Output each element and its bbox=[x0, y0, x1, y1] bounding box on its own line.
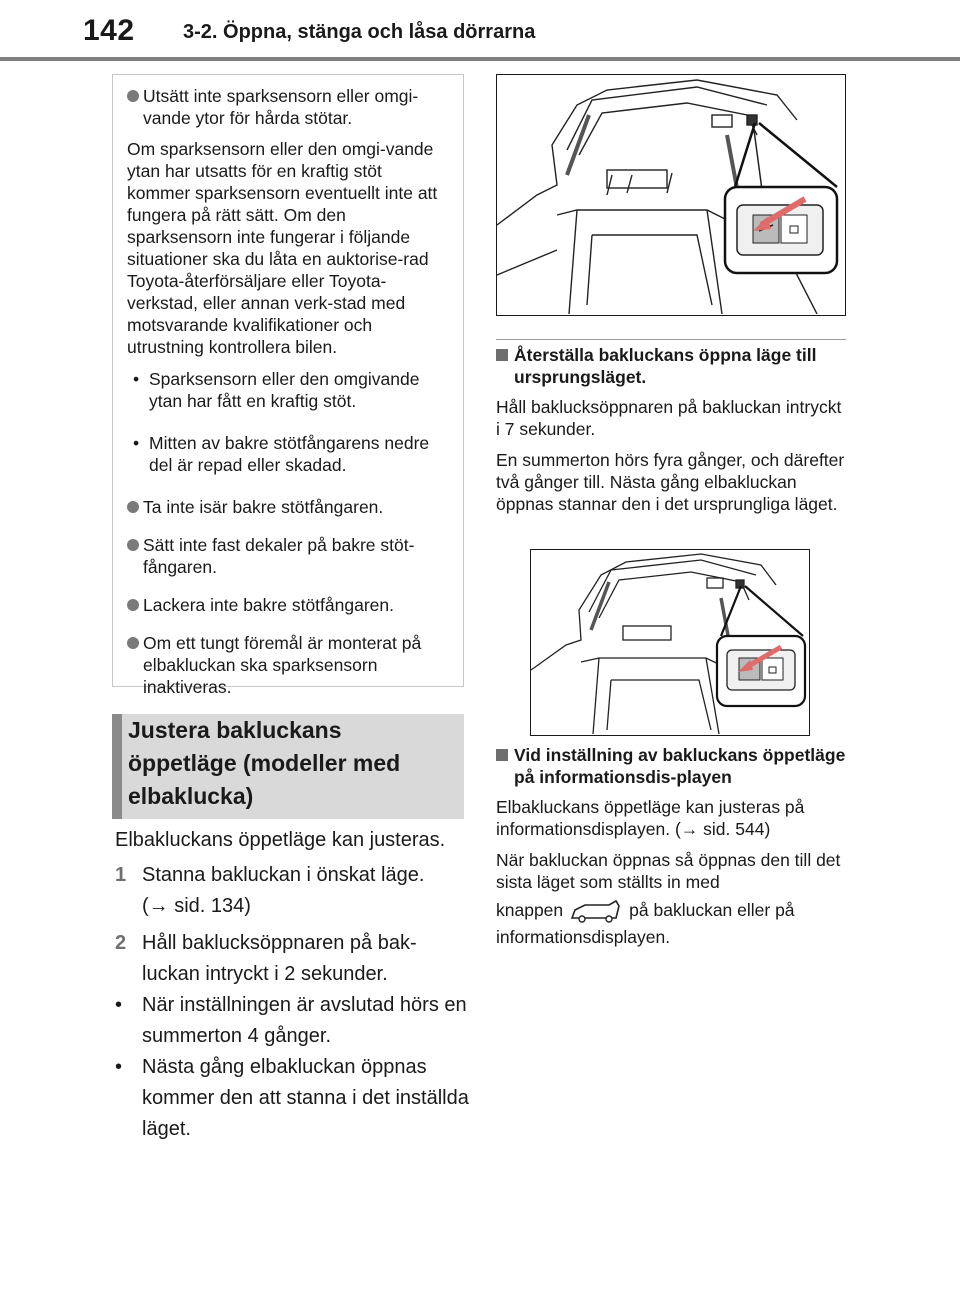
note-bullet-text: Om ett tungt föremål är monterat på elbakluckan ska sparksensorn inaktiveras. bbox=[143, 633, 422, 697]
list-item-text: När inställningen är avslutad hörs en summerton 4 gånger. bbox=[142, 994, 467, 1047]
section-title: 3-2. Öppna, stänga och låsa dörrarna bbox=[183, 21, 536, 43]
step-text: Stanna bakluckan i önskat läge. bbox=[142, 864, 425, 886]
note-bullet bbox=[127, 85, 449, 129]
square-marker-icon bbox=[496, 749, 508, 761]
step-item bbox=[115, 928, 470, 990]
note-dash-item: • Sparksensorn eller den omgivande ytan har fått en kraftig stöt. bbox=[127, 368, 449, 412]
tailgate-open-drawing-small bbox=[531, 550, 808, 734]
intro-text: Elbakluckans öppetläge kan justeras. bbox=[115, 829, 446, 851]
circle-bullet-icon bbox=[127, 539, 139, 551]
left-column bbox=[112, 74, 464, 697]
circle-bullet-icon bbox=[127, 90, 139, 102]
reset-section bbox=[496, 344, 846, 524]
note-dash-text: Sparksensorn eller den omgivande ytan har fått en kraftig stöt. bbox=[149, 369, 420, 411]
note-dash-text: Mitten av bakre stötfångarens nedre del är repad eller skadad. bbox=[149, 433, 430, 475]
panel-accent-bar bbox=[112, 714, 122, 819]
header-rule bbox=[0, 57, 960, 61]
subheading bbox=[496, 344, 846, 388]
page-header bbox=[0, 0, 960, 62]
zoom-callout bbox=[725, 123, 837, 273]
tailgate-open-drawing bbox=[497, 75, 844, 314]
caution-note-box bbox=[112, 74, 464, 697]
paragraph: När bakluckan öppnas så öppnas den till det sista läget som ställts in med bbox=[496, 850, 841, 892]
step-item bbox=[115, 860, 470, 922]
note-bullet-text: Ta inte isär bakre stötfångaren. bbox=[143, 497, 384, 517]
page-reference-link[interactable]: (→ sid. 134) bbox=[142, 895, 251, 917]
subheading-text: Återställa bakluckans öppna läge till ursprungsläget. bbox=[514, 345, 817, 387]
circle-bullet-icon bbox=[127, 501, 139, 513]
note-bullet-text: Lackera inte bakre stötfångaren. bbox=[143, 595, 394, 615]
note-paragraph: Om sparksensorn eller den omgi-vande ytan har utsatts för en kraftig stöt kommer sparksensorn eventuellt inte att fungera på rätt sätt. Om den sparksensorn inte fungerar i följande situationer ska du låta en auktorise-rad Toyota-återförsäljare eller Toyota-verkstad, eller annan verk-stad med motsvarande kvalifikationer och utrustning kontrollera bilen. bbox=[127, 139, 438, 357]
note-bullet-text: Sätt inte fast dekaler på bakre stöt-fångaren. bbox=[143, 535, 415, 577]
display-setting-section bbox=[496, 744, 846, 959]
note-bullet bbox=[127, 496, 449, 518]
list-item: • När inställningen är avslutad hörs en summerton 4 gånger. bbox=[115, 990, 470, 1052]
subheading bbox=[496, 744, 846, 788]
page-number: 142 bbox=[83, 14, 135, 47]
step-number: 2 bbox=[115, 932, 127, 954]
step-number: 1 bbox=[115, 864, 127, 886]
car-tailgate-icon bbox=[569, 898, 623, 924]
paragraph-with-icon: knappen på bakluckan eller på informationsdisplayen. bbox=[496, 900, 795, 948]
paragraph: Håll baklucksöppnaren på bakluckan intryckt i 7 sekunder. bbox=[496, 397, 842, 439]
circle-bullet-icon bbox=[127, 599, 139, 611]
subsection-heading-panel bbox=[112, 714, 464, 819]
subheading-text: Vid inställning av bakluckans öppetläge på informationsdis-playen bbox=[514, 745, 846, 787]
zoom-callout bbox=[717, 586, 805, 706]
step-text: Håll baklucksöppnaren på bak-luckan intryckt i 2 sekunder. bbox=[142, 932, 417, 985]
section-divider bbox=[496, 339, 846, 340]
paragraph: En summerton hörs fyra gånger, och därefter två gånger till. Nästa gång elbakluckan öppnas stannar den i det ursprungliga läget. bbox=[496, 450, 845, 514]
left-body-text bbox=[115, 825, 470, 1145]
square-marker-icon bbox=[496, 349, 508, 361]
note-bullet bbox=[127, 632, 449, 698]
tailgate-illustration-2 bbox=[530, 549, 810, 736]
circle-bullet-icon bbox=[127, 637, 139, 649]
paragraph: Elbakluckans öppetläge kan justeras på informationsdisplayen. (→ sid. 544) bbox=[496, 797, 805, 839]
note-bullet-text: Utsätt inte sparksensorn eller omgi-vande ytor för hårda stötar. bbox=[143, 86, 419, 128]
list-item: • Nästa gång elbakluckan öppnas kommer den att stanna i det inställda läget. bbox=[115, 1052, 470, 1145]
note-bullet bbox=[127, 594, 449, 616]
subsection-title: Justera bakluckans öppetläge (modeller med elbaklucka) bbox=[128, 717, 401, 809]
tailgate-illustration-1 bbox=[496, 74, 846, 316]
note-bullet bbox=[127, 534, 449, 578]
note-dash-item: • Mitten av bakre stötfångarens nedre del är repad eller skadad. bbox=[127, 432, 449, 476]
list-item-text: Nästa gång elbakluckan öppnas kommer den att stanna i det inställda läget. bbox=[142, 1056, 469, 1140]
